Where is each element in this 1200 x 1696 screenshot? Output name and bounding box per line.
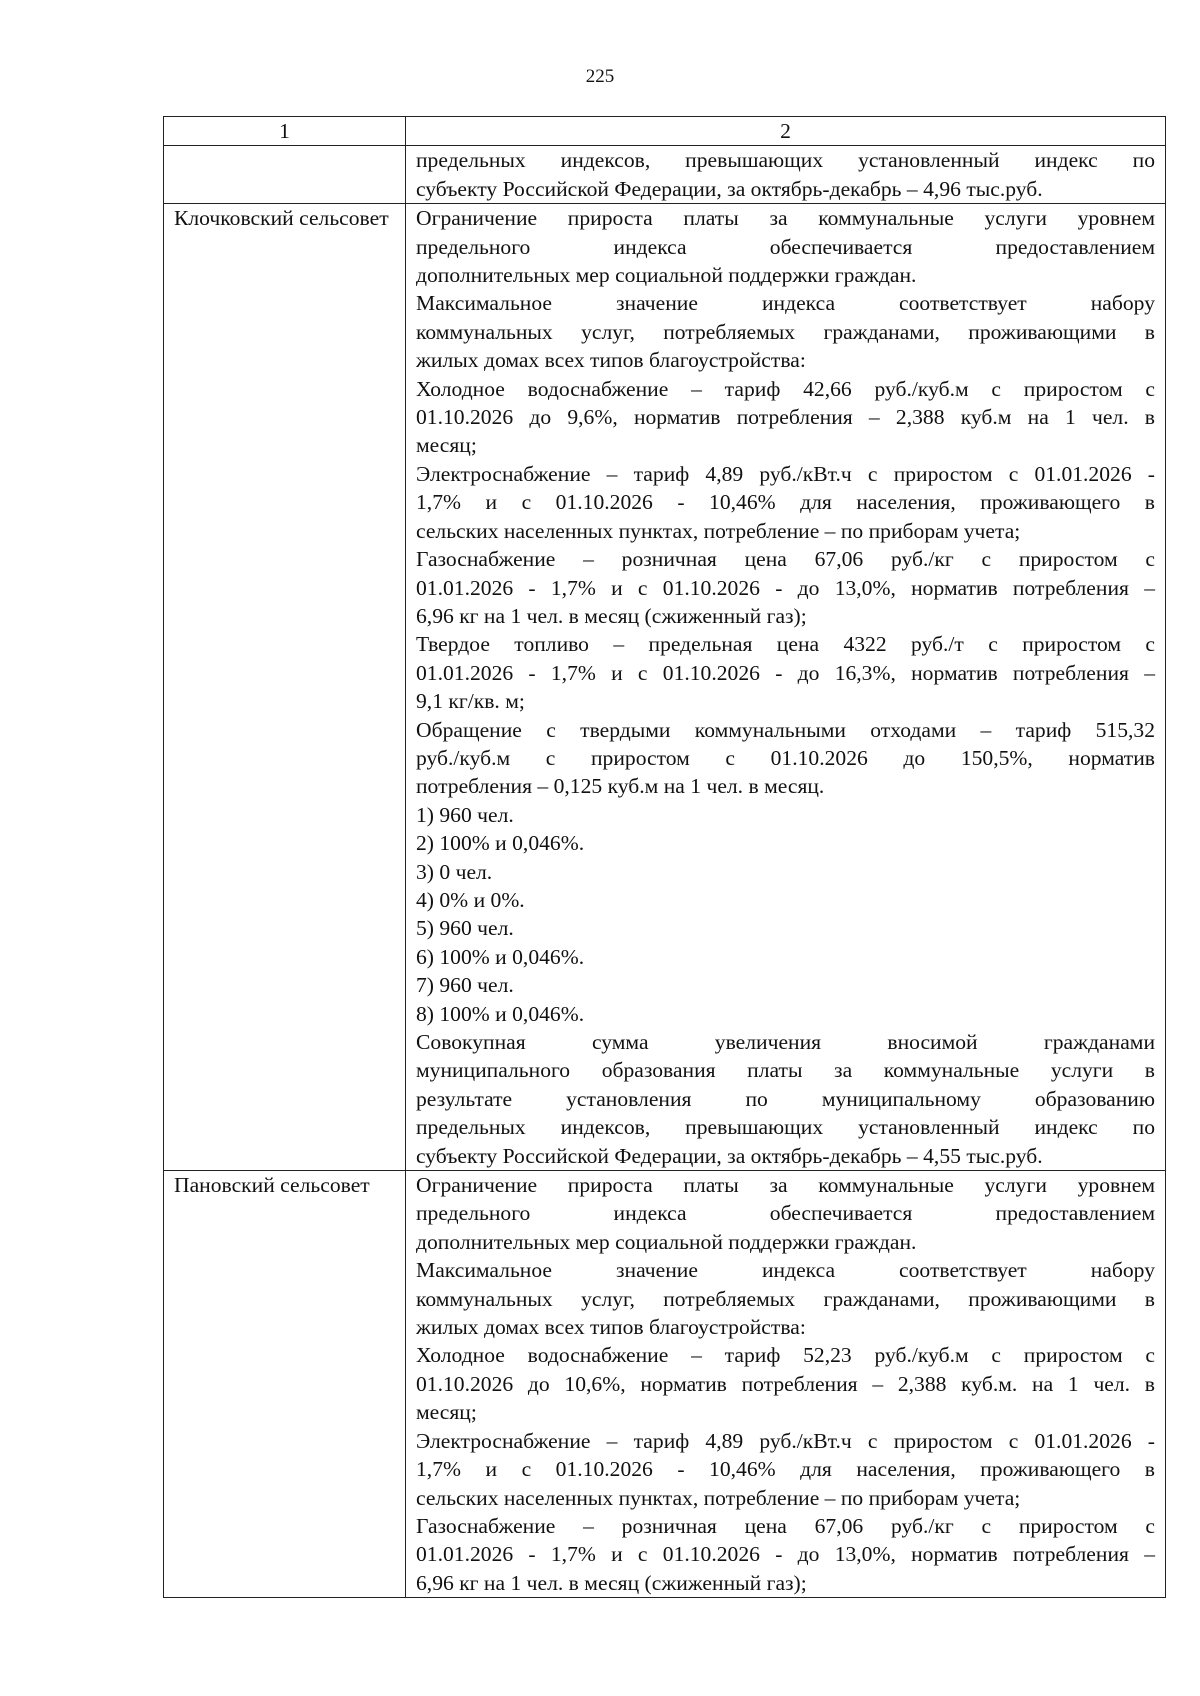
- text-line: Газоснабжение – розничная цена 67,06 руб./кг с приростом с: [416, 547, 1155, 572]
- municipal-index-table: [163, 116, 1166, 1598]
- text-line: 2) 100% и 0,046%.: [416, 831, 585, 856]
- text-line: 7) 960 чел.: [416, 973, 514, 998]
- text-line: Ограничение прироста платы за коммунальные услуги уровнем: [416, 1173, 1155, 1198]
- text-line: 8) 100% и 0,046%.: [416, 1001, 585, 1026]
- description-cell: [406, 204, 1166, 1171]
- text-line: результате установления по муниципальному образованию: [416, 1086, 1155, 1111]
- text-line: Максимальное значение индекса соответствует набору: [416, 291, 1155, 316]
- text-line: сельских населенных пунктах, потребление – по приборам учета;: [416, 518, 1021, 543]
- text-line: 5) 960 чел.: [416, 916, 514, 941]
- text-line: 4) 0% и 0%.: [416, 887, 525, 912]
- text-line: потребления – 0,125 куб.м на 1 чел. в месяц.: [416, 774, 825, 799]
- text-line: 01.01.2026 - 1,7% и с 01.10.2026 - до 13,0%, норматив потребления –: [416, 1542, 1155, 1567]
- table-header-row: [164, 117, 1166, 146]
- description-cell: [406, 1171, 1166, 1598]
- table-row: [164, 204, 1166, 1171]
- text-line: 3) 0 чел.: [416, 859, 493, 884]
- text-line: 6,96 кг на 1 чел. в месяц (сжиженный газ);: [416, 1570, 807, 1595]
- text-line: Электроснабжение – тариф 4,89 руб./кВт.ч с приростом с 01.01.2026 -: [416, 461, 1155, 486]
- text-line: Ограничение прироста платы за коммунальные услуги уровнем: [416, 206, 1155, 231]
- text-line: Максимальное значение индекса соответствует набору: [416, 1258, 1155, 1283]
- text-line: Электроснабжение – тариф 4,89 руб./кВт.ч с приростом с 01.01.2026 -: [416, 1428, 1155, 1453]
- text-line: 01.01.2026 - 1,7% и с 01.10.2026 - до 13,0%, норматив потребления –: [416, 575, 1155, 600]
- column-header-1: 1: [164, 117, 406, 146]
- municipality-name: Клочковский сельсовет: [164, 204, 406, 1171]
- text-line: месяц;: [416, 1400, 477, 1425]
- table-row: [164, 146, 1166, 204]
- text-line: жилых домах всех типов благоустройства:: [416, 348, 806, 373]
- text-line: субъекту Российской Федерации, за октябрь-декабрь – 4,55 тыс.руб.: [416, 1143, 1043, 1168]
- text-line: Совокупная сумма увеличения вносимой гражданами: [416, 1030, 1155, 1054]
- text-line: 6) 100% и 0,046%.: [416, 944, 585, 969]
- text-line: Обращение с твердыми коммунальными отходами – тариф 515,32: [416, 717, 1155, 742]
- municipality-name: [164, 146, 406, 204]
- text-line: дополнительных мер социальной поддержки граждан.: [416, 1229, 917, 1254]
- text-line: 1) 960 чел.: [416, 802, 514, 827]
- table-body: [164, 146, 1166, 1598]
- text-line: руб./куб.м с приростом с 01.10.2026 до 150,5%, норматив: [416, 745, 1155, 770]
- text-line: коммунальных услуг, потребляемых гражданами, проживающими в: [416, 1286, 1155, 1311]
- text-line: месяц;: [416, 433, 477, 458]
- text-line: 9,1 кг/кв. м;: [416, 689, 525, 714]
- text-line: 6,96 кг на 1 чел. в месяц (сжиженный газ);: [416, 603, 807, 628]
- text-line: предельных индексов, превышающих установленный индекс по: [416, 148, 1155, 173]
- text-line: 1,7% и с 01.10.2026 - 10,46% для населения, проживающего в: [416, 490, 1155, 515]
- column-header-2: 2: [406, 117, 1166, 146]
- text-line: 01.01.2026 - 1,7% и с 01.10.2026 - до 16,3%, норматив потребления –: [416, 660, 1155, 685]
- text-line: 1,7% и с 01.10.2026 - 10,46% для населения, проживающего в: [416, 1457, 1155, 1482]
- municipality-name: Пановский сельсовет: [164, 1171, 406, 1598]
- table-row: [164, 1171, 1166, 1598]
- page-number: 225: [585, 66, 615, 87]
- text-line: 01.10.2026 до 9,6%, норматив потребления – 2,388 куб.м на 1 чел. в: [416, 405, 1155, 430]
- text-line: коммунальных услуг, потребляемых гражданами, проживающими в: [416, 319, 1155, 344]
- description-cell: [406, 146, 1166, 204]
- text-line: муниципального образования платы за коммунальные услуги в: [416, 1058, 1155, 1083]
- text-line: субъекту Российской Федерации, за октябрь-декабрь – 4,96 тыс.руб.: [416, 176, 1043, 201]
- text-line: дополнительных мер социальной поддержки граждан.: [416, 263, 917, 288]
- text-line: Холодное водоснабжение – тариф 42,66 руб./куб.м с приростом с: [416, 376, 1155, 401]
- text-line: Твердое топливо – предельная цена 4322 руб./т с приростом с: [416, 632, 1155, 657]
- text-line: предельного индекса обеспечивается предоставлением: [416, 234, 1155, 259]
- text-line: Холодное водоснабжение – тариф 52,23 руб./куб.м с приростом с: [416, 1343, 1155, 1368]
- text-line: Газоснабжение – розничная цена 67,06 руб./кг с приростом с: [416, 1513, 1155, 1538]
- text-line: жилых домах всех типов благоустройства:: [416, 1315, 806, 1340]
- text-line: предельного индекса обеспечивается предоставлением: [416, 1201, 1155, 1226]
- text-line: сельских населенных пунктах, потребление – по приборам учета;: [416, 1485, 1021, 1510]
- text-line: предельных индексов, превышающих установленный индекс по: [416, 1115, 1155, 1140]
- text-line: 01.10.2026 до 10,6%, норматив потребления – 2,388 куб.м. на 1 чел. в: [416, 1371, 1155, 1396]
